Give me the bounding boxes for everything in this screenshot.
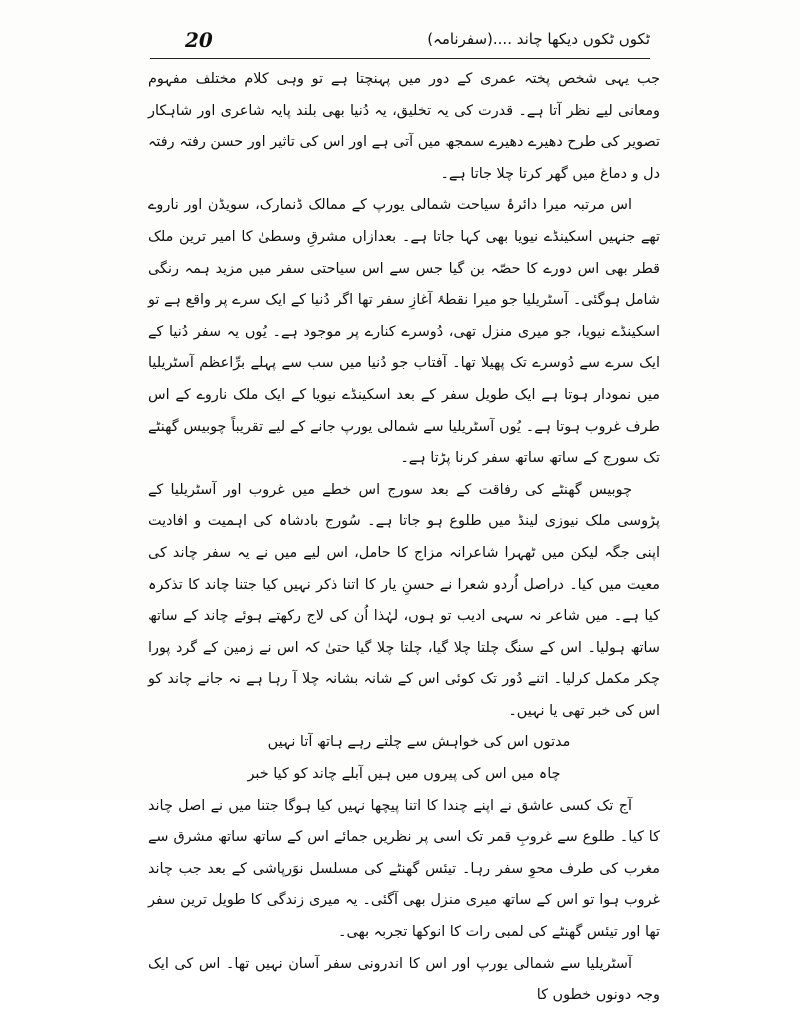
paragraph: چوبیس گھنٹے کی رفاقت کے بعد سورج اس خطے میں غروب اور آسٹریلیا کے پڑوسی ملک نیوزی لینڈ میں طلوع ہو جاتا ہے۔ سُورج بادشاہ کی اہمیت و افادیت اپنی جگہ لیکن میں ٹھہرا شاعرانہ مزاج کا حامل، اس لیے میں نے یہ سفر چاند کی معیت میں کیا۔ دراصل اُردو شعرا نے حسنِ یار کا اتنا ذکر نہیں کیا جتنا چاند کا تذکرہ کیا ہے۔ میں شاعر نہ سہی ادیب تو ہوں، لہٰذا اُن کی لاج رکھتے ہوئے چاند کے ساتھ ساتھ ہولیا۔ اس کے سنگ چلتا چلا گیا، چلتا چلا گیا حتیٰ کہ اس نے زمین کے گرد پورا چکر مکمل کرلیا۔ اتنے دُور تک کوئی اس کے شانہ بشانہ چلا آ رہا ہے نہ جانے چاند کو اس کی خبر تھی یا نہیں۔ [148,481,660,719]
page-number: 20 [185,28,213,52]
paragraph: آج تک کسی عاشق نے اپنے چندا کا اتنا پیچھا نہیں کیا ہوگا جتنا میں نے اصل چاند کا کیا۔ طلوع سے غروبِ قمر تک اسی پر نظریں جمائے اس کے ساتھ ساتھ مشرق سے مغرب کی طرف محوِ سفر رہا۔ تیئس گھنٹے کی مسلسل نوَرپاشی کے بعد جب چاند غروب ہوا تو اس کے ساتھ میری منزل بھی آگئی۔ یہ میری زندگی کا طویل ترین سفر تھا اور تیئس گھنٹے کی لمبی رات کا انوکھا تجربہ بھی۔ [148,797,660,941]
verse-line: چاہ میں اس کی پیروں میں ہیں آبلے چاند کو کیا خبر [247,766,561,783]
verse-line: مدتوں اس کی خواہش سے چلتے رہے ہاتھ آتا نہیں [267,734,571,751]
paragraph: اس مرتبہ میرا دائرۂ سیاحت شمالی یورپ کے ممالک ڈنمارک، سویڈن اور ناروے تھے جنہیں اسکینڈے نیویا بھی کہا جاتا ہے۔ بعدازاں مشرقِ وسطیٰ کا امیر ترین ملک قطر بھی اس دورے کا حصّہ بن گیا جس سے اس سیاحتی سفر میں مزید ہمہ رنگی شامل ہوگئی۔ آسٹریلیا جو میرا نقطۂ آغازِ سفر تھا اگر دُنیا کے ایک سرے پر واقع ہے تو اسکینڈے نیویا، جو میری منزل تھی، دُوسرے کنارے پر موجود ہے۔ یُوں یہ سفر دُنیا کے ایک سرے سے دُوسرے تک پھیلا تھا۔ آفتاب جو دُنیا میں سب سے پہلے برِّاعظم آسٹریلیا میں نمودار ہوتا ہے ایک طویل سفر کے بعد اسکینڈے نیویا کے ایک ملک ناروے کے اس طرف غروب ہوتا ہے۔ یُوں آسٹریلیا سے شمالی یورپ جانے کے لیے تقریباً چوبیس گھنٹے تک سورج کے ساتھ ساتھ سفر کرنا پڑتا ہے۔ [148,197,660,467]
header-rule [150,58,650,59]
running-title: ٹکوں ٹکوں دیکھا چاند ....(سفرنامہ) [427,30,650,48]
paragraph: آسٹریلیا سے شمالی یورپ اور اس کا اندرونی سفر آسان نہیں تھا۔ اس کی ایک وجہ دونوں خطوں کا [148,955,660,1004]
paragraph: جب یہی شخص پختہ عمری کے دور میں پہنچتا ہے تو وہی کلام مختلف مفہوم ومعانی لیے نظر آتا ہے۔ قدرت کی یہ تخلیق، یہ دُنیا بھی بلند پایہ شاعری اور شاہکار تصویر کی طرح دھیرے دھیرے سمجھ میں آتی ہے اور اس کی تاثیر اور حسن رفتہ رفتہ دل و دماغ میں گھر کرتا چلا جاتا ہے۔ [148,71,660,182]
page-header [150,26,650,60]
page-body [148,64,660,1012]
